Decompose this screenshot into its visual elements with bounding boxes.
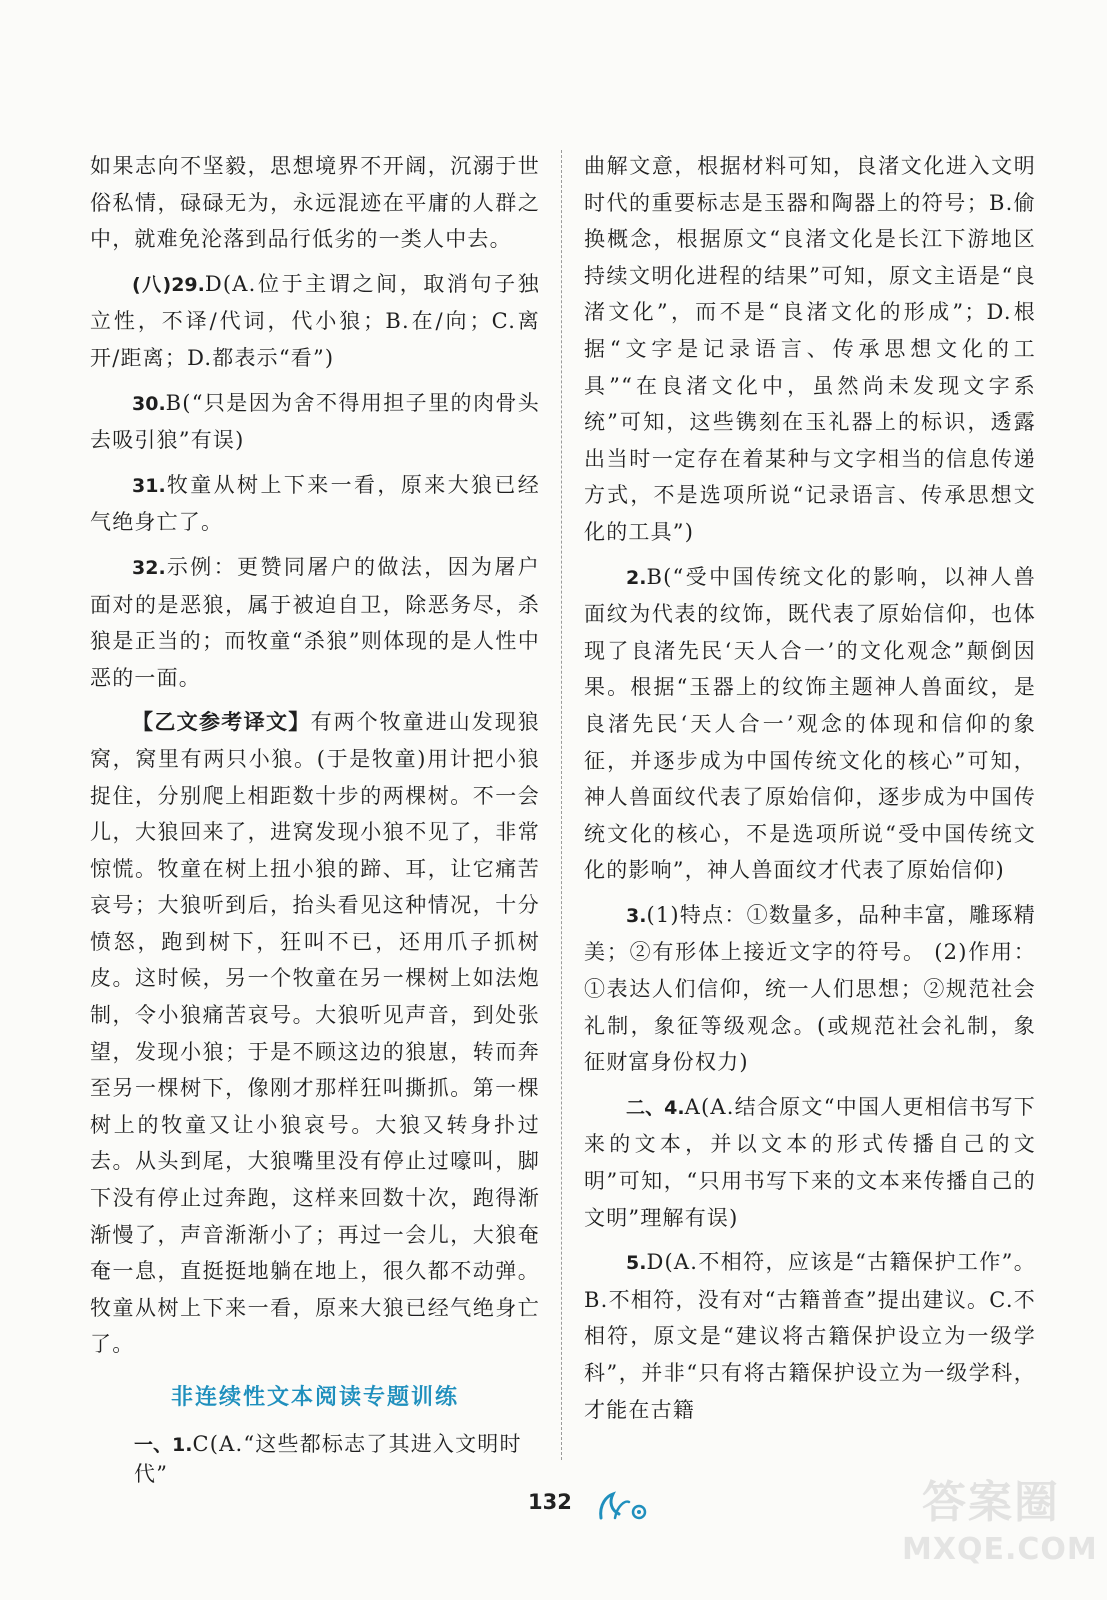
- answer-text: C(A.“这些都标志了其进入文明时代”: [134, 1432, 522, 1486]
- answer-3: [584, 897, 1036, 1081]
- answer-text: 牧童从树上下来一看，原来大狼已经气绝身亡了。: [90, 472, 540, 535]
- answer-text: A(A.结合原文“中国人更相信书写下来的文本，并以文本的形式传播自己的文明”可知，“只用书写下来的文本来传播自己的文明”理解有误): [584, 1094, 1036, 1230]
- watermark-bottom-text: MXQE.COM: [902, 1532, 1098, 1567]
- answer-29: [90, 266, 540, 377]
- right-column: [584, 148, 1036, 1428]
- answer-32: [90, 549, 540, 696]
- answer-1-continued: 曲解文意，根据材料可知，良渚文化进入文明时代的重要标志是玉器和陶器上的符号；B.偷换概念，根据原文“良渚文化是长江下游地区持续文明化进程的结果”可知，原文主语是“良渚文化”，而不是“良渚文化的形成”；D.根据“文字是记录语言、传承思想文化的工具”“在良渚文化中，虽然尚未发现文字系统”可知，这些镌刻在玉礼器上的标识，透露出当时一定存在着某种与文字相当的信息传递方式，不是选项所说“记录语言、传承思想文化的工具”): [584, 154, 1036, 544]
- column-divider: [561, 150, 562, 1460]
- answer-4: [584, 1089, 1036, 1236]
- answer-text: D(A.不相符，应该是“古籍保护工作”。B.不相符，没有对“古籍普查”提出建议。C.不相符，原文是“建议将古籍保护设立为一级学科”，并非“只有将古籍保护设立为一级学科，才能在古籍: [584, 1250, 1036, 1422]
- watermark-top-text: 答案圈: [922, 1477, 1060, 1528]
- translation-label: 【乙文参考译文】: [132, 710, 311, 735]
- answer-text: D(A.位于主谓之间，取消句子独立性，不译/代词，代小狼；B.在/向；C.离开/距离；D.都表示“看”): [90, 271, 540, 370]
- answer-text: B(“只是因为舍不得用担子里的肉骨头去吸引狼”有误): [90, 390, 540, 453]
- answer-number: 2.: [626, 566, 647, 589]
- translation-paragraph: [90, 704, 540, 1363]
- answer-30: [90, 385, 540, 459]
- translation-text: 有两个牧童进山发现狼窝，窝里有两只小狼。(于是牧童)用计把小狼捉住，分别爬上相距数十步的两棵树。不一会儿，大狼回来了，进窝发现小狼不见了，非常惊慌。牧童在树上扭小狼的蹄、耳，让它痛苦哀号；大狼听到后，抬头看见这种情况，十分愤怒，跑到树下，狂叫不已，还用爪子抓树皮。这时候，另一个牧童在另一棵树上如法炮制，令小狼痛苦哀号。大狼听见声音，到处张望，发现小狼；于是不顾这边的狼崽，转而奔至另一棵树下，像刚才那样狂叫撕抓。第一棵树上的牧童又让小狼哀号。大狼又转身扑过去。从头到尾，大狼嘴里没有停止过嚎叫，脚下没有停止过奔跑，这样来回数十次，跑得渐渐慢了，声音渐渐小了；再过一会儿，大狼奄奄一息，直挺挺地躺在地上，很久都不动弹。牧童从树上下来一看，原来大狼已经气绝身亡了。: [90, 710, 541, 1357]
- section-title: 非连续性文本阅读专题训练: [170, 1385, 459, 1410]
- swirl-ornament-icon: [595, 1488, 655, 1524]
- page-number: 132: [528, 1490, 572, 1514]
- answer-1-start: [134, 1428, 542, 1488]
- answer-number: 一、1.: [134, 1434, 193, 1456]
- answer-text: B(“受中国传统文化的影响，以神人兽面纹为代表的纹饰，既代表了原始信仰，也体现了良渚先民‘天人合一’的文化观念”颠倒因果。根据“玉器上的纹饰主题神人兽面纹，是良渚先民‘天人合一’观念的体现和信仰的象征，并逐步成为中国传统文化的核心”可知，神人兽面纹代表了原始信仰，逐步成为中国传统文化的核心，不是选项所说“受中国传统文化的影响”，神人兽面纹才代表了原始信仰): [584, 564, 1036, 883]
- answer-number: 30.: [132, 392, 166, 415]
- answer-number: 31.: [132, 474, 166, 497]
- answer-text: (1)特点：①数量多，品种丰富，雕琢精美；②有形体上接近文字的符号。 (2)作用：①表达人们信仰，统一人们思想；②规范社会礼制，象征等级观念。(或规范社会礼制，象征财富身份权力): [584, 902, 1036, 1075]
- left-column: [90, 148, 540, 1363]
- answer-number: (八)29.: [132, 273, 205, 296]
- answer-number: 二、4.: [626, 1096, 685, 1119]
- answer-2: [584, 559, 1036, 889]
- watermark-logo: [902, 1462, 1098, 1592]
- answer-text: 示例：更赞同屠户的做法，因为屠户面对的是恶狼，属于被迫自卫，除恶务尽，杀狼是正当的；而牧童“杀狼”则体现的是人性中恶的一面。: [90, 554, 540, 690]
- answer-number: 5.: [626, 1252, 647, 1275]
- answer-31: [90, 467, 540, 541]
- answer-5: [584, 1244, 1036, 1428]
- paragraph-intro: 如果志向不坚毅，思想境界不开阔，沉溺于世俗私情，碌碌无为，永远混迹在平庸的人群之中，就难免沦落到品行低劣的一类人中去。: [90, 154, 540, 252]
- answer-number: 3.: [626, 904, 647, 927]
- answer-number: 32.: [132, 556, 166, 579]
